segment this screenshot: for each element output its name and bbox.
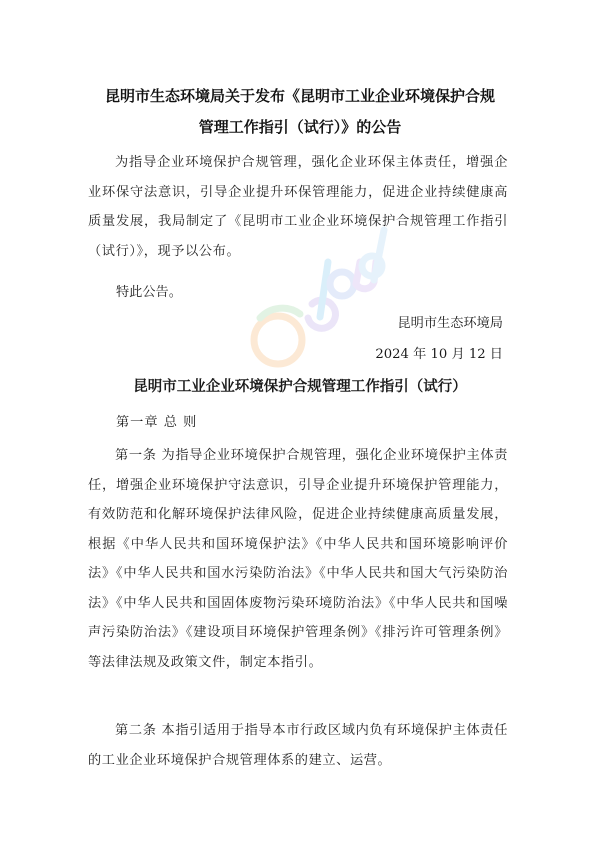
notice-closing: 特此公告。	[116, 285, 182, 300]
notice-signatory: 昆明市生态环境局	[397, 316, 503, 331]
watermark-logo	[238, 222, 388, 382]
guideline-title: 昆明市工业企业环境保护合规管理工作指引（试行）	[133, 379, 467, 395]
notice-title	[84, 81, 516, 143]
chapter-heading: 第一章 总 则	[116, 415, 198, 430]
notice-title-line1: 昆明市生态环境局关于发布《昆明市工业企业环境保护合规	[104, 87, 495, 105]
notice-title-line2: 管理工作指引（试行）》的公告	[198, 118, 402, 136]
notice-paragraph: 为指导企业环境保护合规管理，强化企业环保主体责任，增强企业环保守法意识，引导企业提升环保管理能力，促进企业持续健康高质量发展，我局制定了《昆明市工业企业环境保护合规管理工作指引（试行）》，现予以公布。	[88, 155, 508, 259]
article-2: 第二条 本指引适用于指导本市行政区域内负有环境保护主体责任的工业企业环境保护合规管理体系的建立、运营。	[88, 723, 508, 768]
article-1: 第一条 为指导企业环境保护合规管理，强化企业环境保护主体责任，增强企业环境保护守法意识，引导企业提升环境保护管理能力，有效防范和化解环境保护法律风险，促进企业持续健康高质量发展，根据《中华人民共和国环境保护法》《中华人民共和国环境影响评价法》《中华人民共和国水污染防治法》《中华人民共和国大气污染防治法》《中华人民共和国固体废物污染环境防治法》《中华人民共和国噪声污染防治法》《建设项目环境保护管理条例》《排污许可管理条例》等法律法规及政策文件，制定本指引。	[88, 448, 508, 670]
notice-date: 2024 年 10 月 12 日	[375, 347, 503, 362]
